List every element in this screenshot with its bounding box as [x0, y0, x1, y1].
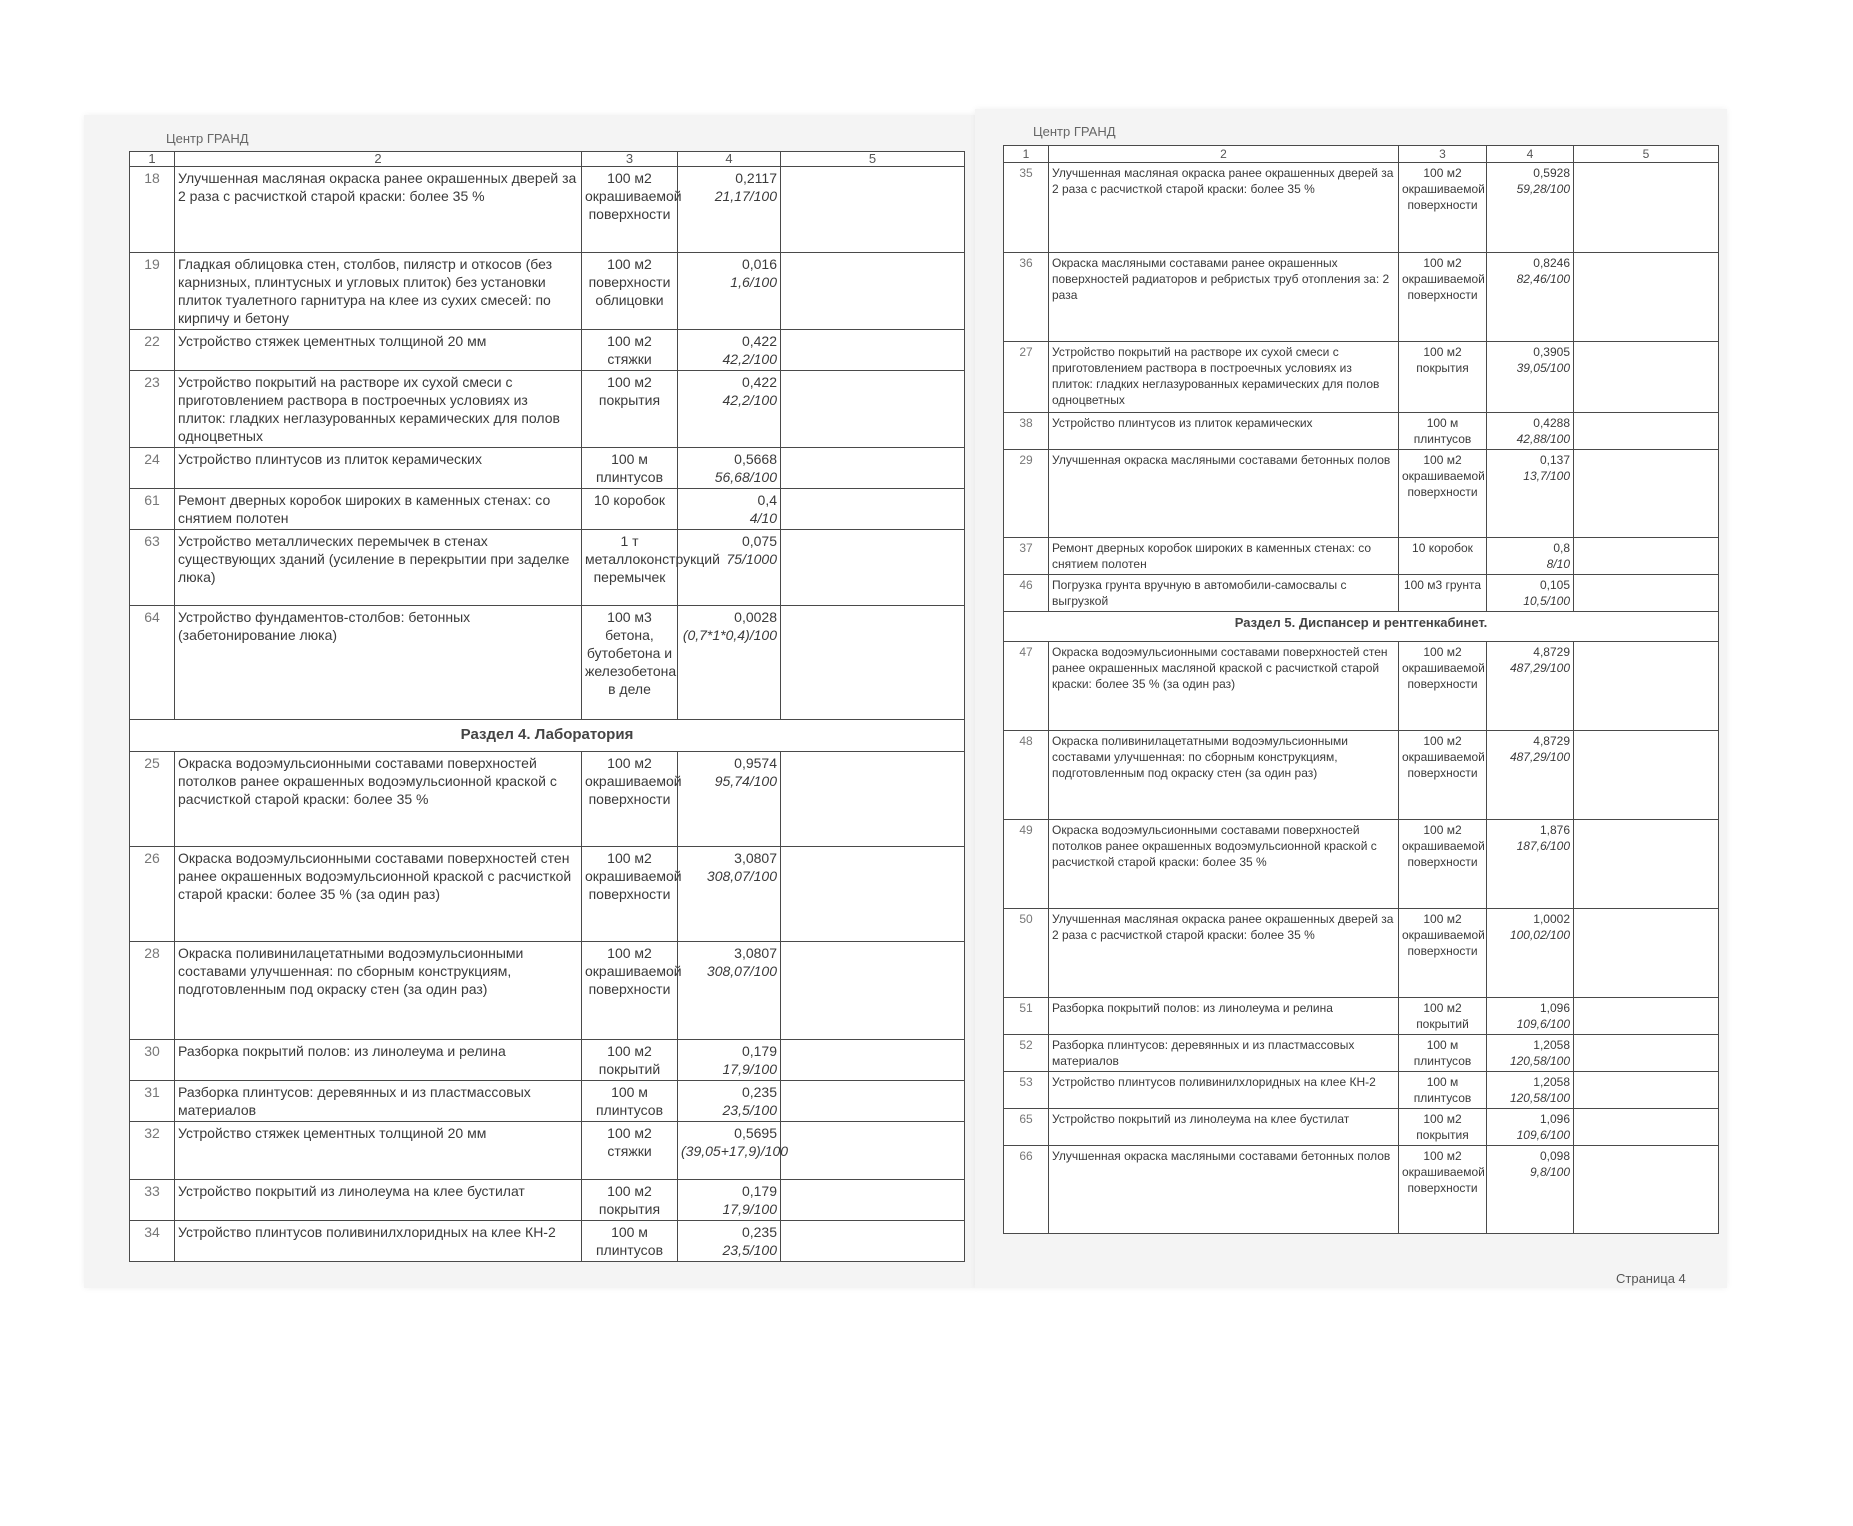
empty-cell: [1574, 998, 1719, 1035]
table-row: [1004, 820, 1719, 909]
measure-unit: 100 м2 покрытий: [1399, 998, 1487, 1035]
item-number: 28: [130, 942, 175, 1040]
quantity-formula: 120,58/100: [1509, 1054, 1570, 1068]
measure-unit: 100 м2 покрытия: [582, 1180, 678, 1221]
quantity-value: 0,5928: [1533, 166, 1570, 180]
column-number: 1: [130, 152, 175, 167]
work-description: Погрузка грунта вручную в автомобили-самосвалы с выгрузкой: [1049, 575, 1399, 612]
quantity-formula: 42,2/100: [722, 392, 777, 408]
quantity-formula: 109,6/100: [1516, 1017, 1570, 1031]
measure-unit: 10 коробок: [582, 489, 678, 530]
work-description: Разборка плинтусов: деревянных и из пластмассовых материалов: [1049, 1035, 1399, 1072]
quantity-formula: 308,07/100: [706, 963, 777, 979]
empty-cell: [781, 1081, 965, 1122]
work-description: Окраска водоэмульсионными составами поверхностей стен ранее окрашенных масляной краской с расчисткой старой краски: более 35 % (за один раз): [1049, 642, 1399, 731]
quantity-value: 0,422: [741, 374, 777, 390]
quantity-value: 0,422: [741, 333, 777, 349]
quantity-cell: [1487, 998, 1574, 1035]
quantity-formula: 1,6/100: [730, 274, 777, 290]
table-row: [130, 371, 965, 448]
item-number: 19: [130, 253, 175, 330]
quantity-cell: [1487, 731, 1574, 820]
quantity-formula: 4/10: [749, 510, 777, 526]
work-description: Устройство покрытий на растворе их сухой смеси с приготовлением раствора в построечных условиях из плиток: гладких неглазурованных керамических для полов одноцветных: [1049, 342, 1399, 413]
quantity-value: 0,5695: [734, 1125, 777, 1141]
quantity-formula: 95,74/100: [714, 773, 777, 789]
quantity-cell: [1487, 1146, 1574, 1234]
measure-unit: 100 м2 покрытия: [1399, 1109, 1487, 1146]
quantity-cell: [678, 530, 781, 606]
table-row: [1004, 342, 1719, 413]
column-number: 5: [781, 152, 965, 167]
table-row: [130, 752, 965, 847]
quantity-cell: [678, 752, 781, 847]
table-row: [1004, 538, 1719, 575]
item-number: 36: [1004, 253, 1049, 342]
section-row: [130, 720, 965, 752]
quantity-formula: 10,5/100: [1523, 594, 1570, 608]
quantity-cell: [1487, 909, 1574, 998]
item-number: 30: [130, 1040, 175, 1081]
empty-cell: [781, 752, 965, 847]
quantity-formula: 17,9/100: [722, 1201, 777, 1217]
measure-unit: 100 м плинтусов: [1399, 413, 1487, 450]
work-description: Окраска водоэмульсионными составами поверхностей потолков ранее окрашенных водоэмульсионной краской с расчисткой старой краски: более 35 %: [1049, 820, 1399, 909]
measure-unit: 100 м плинтусов: [1399, 1072, 1487, 1109]
quantity-value: 0,098: [1539, 1149, 1570, 1163]
empty-cell: [781, 1122, 965, 1180]
quantity-formula: 109,6/100: [1516, 1128, 1570, 1142]
item-number: 38: [1004, 413, 1049, 450]
item-number: 49: [1004, 820, 1049, 909]
work-description: Устройство плинтусов из плиток керамических: [175, 448, 582, 489]
work-description: Улучшенная масляная окраска ранее окрашенных дверей за 2 раза с расчисткой старой краски: более 35 %: [175, 167, 582, 253]
quantity-cell: [1487, 642, 1574, 731]
quantity-formula: 120,58/100: [1509, 1091, 1570, 1105]
work-description: Гладкая облицовка стен, столбов, пилястр и откосов (без карнизных, плинтусных и угловых плиток) без установки плиток туалетного гарнитура на клее из сухих смесей: по кирпичу и бетону: [175, 253, 582, 330]
quantity-cell: [678, 253, 781, 330]
quantity-formula: 21,17/100: [714, 188, 777, 204]
table-row: [130, 1180, 965, 1221]
measure-unit: 100 м2 окрашиваемой поверхности: [582, 752, 678, 847]
quantity-formula: 8/10: [1546, 557, 1570, 571]
column-number: 1: [1004, 146, 1049, 163]
quantity-formula: 100,02/100: [1509, 928, 1570, 942]
quantity-cell: [1487, 253, 1574, 342]
table-row: [130, 1122, 965, 1180]
table-row: [130, 1081, 965, 1122]
table-row: [130, 448, 965, 489]
table-row: [1004, 450, 1719, 538]
item-number: 51: [1004, 998, 1049, 1035]
quantity-formula: 487,29/100: [1509, 750, 1570, 764]
quantity-formula: 17,9/100: [722, 1061, 777, 1077]
empty-cell: [1574, 538, 1719, 575]
item-number: 63: [130, 530, 175, 606]
quantity-cell: [1487, 450, 1574, 538]
measure-unit: 100 м2 окрашиваемой поверхности: [1399, 642, 1487, 731]
item-number: 35: [1004, 163, 1049, 253]
column-numbers-row: [130, 152, 965, 167]
item-number: 61: [130, 489, 175, 530]
empty-cell: [781, 167, 965, 253]
measure-unit: 100 м3 грунта: [1399, 575, 1487, 612]
work-description: Устройство покрытий из линолеума на клее бустилат: [1049, 1109, 1399, 1146]
empty-cell: [1574, 413, 1719, 450]
measure-unit: 100 м2 окрашиваемой поверхности: [1399, 450, 1487, 538]
quantity-formula: 23,5/100: [722, 1102, 777, 1118]
column-numbers-row: [1004, 146, 1719, 163]
quantity-cell: [1487, 538, 1574, 575]
work-description: Улучшенная масляная окраска ранее окрашенных дверей за 2 раза с расчисткой старой краски: более 35 %: [1049, 163, 1399, 253]
empty-cell: [781, 371, 965, 448]
quantity-formula: 308,07/100: [706, 868, 777, 884]
measure-unit: 100 м2 окрашиваемой поверхности: [582, 942, 678, 1040]
work-description: Окраска поливинилацетатными водоэмульсионными составами улучшенная: по сборным конструкциям, подготовленным под окраску стен (за один раз): [175, 942, 582, 1040]
column-number: 2: [1049, 146, 1399, 163]
quantity-cell: [1487, 413, 1574, 450]
quantity-value: 4,8729: [1533, 645, 1570, 659]
item-number: 53: [1004, 1072, 1049, 1109]
empty-cell: [1574, 342, 1719, 413]
empty-cell: [1574, 1072, 1719, 1109]
table-row: [1004, 909, 1719, 998]
work-description: Устройство стяжек цементных толщиной 20 мм: [175, 1122, 582, 1180]
measure-unit: 100 м3 бетона, бутобетона и железобетона в деле: [582, 606, 678, 720]
empty-cell: [781, 847, 965, 942]
measure-unit: 100 м2 окрашиваемой поверхности: [582, 847, 678, 942]
quantity-cell: [1487, 1035, 1574, 1072]
quantity-cell: [678, 448, 781, 489]
quantity-value: 4,8729: [1533, 734, 1570, 748]
table-row: [1004, 575, 1719, 612]
quantity-cell: [678, 1180, 781, 1221]
measure-unit: 100 м2 стяжки: [582, 1122, 678, 1180]
measure-unit: 100 м плинтусов: [1399, 1035, 1487, 1072]
quantity-formula: 13,7/100: [1523, 469, 1570, 483]
work-description: Ремонт дверных коробок широких в каменных стенах: со снятием полотен: [175, 489, 582, 530]
table-row: [130, 330, 965, 371]
work-description: Разборка плинтусов: деревянных и из пластмассовых материалов: [175, 1081, 582, 1122]
item-number: 48: [1004, 731, 1049, 820]
column-number: 4: [1487, 146, 1574, 163]
quantity-value: 0,4: [757, 492, 777, 508]
quantity-value: 0,5668: [734, 451, 777, 467]
table-row: [130, 253, 965, 330]
quantity-value: 1,096: [1539, 1001, 1570, 1015]
empty-cell: [781, 942, 965, 1040]
empty-cell: [781, 448, 965, 489]
table-row: [1004, 163, 1719, 253]
quantity-cell: [1487, 163, 1574, 253]
measure-unit: 100 м2 окрашиваемой поверхности: [1399, 820, 1487, 909]
empty-cell: [1574, 820, 1719, 909]
table-row: [130, 489, 965, 530]
quantity-formula: 23,5/100: [722, 1242, 777, 1258]
quantity-formula: 187,6/100: [1516, 839, 1570, 853]
quantity-value: 0,9574: [734, 755, 777, 771]
item-number: 29: [1004, 450, 1049, 538]
table-row: [1004, 998, 1719, 1035]
work-description: Устройство плинтусов поливинилхлоридных на клее КН-2: [175, 1221, 582, 1262]
empty-cell: [781, 1180, 965, 1221]
table-row: [130, 1040, 965, 1081]
quantity-cell: [678, 167, 781, 253]
empty-cell: [781, 606, 965, 720]
quantity-value: 0,235: [741, 1224, 777, 1240]
quantity-formula: 82,46/100: [1516, 272, 1570, 286]
quantity-value: 0,179: [741, 1043, 777, 1059]
empty-cell: [1574, 642, 1719, 731]
quantity-cell: [1487, 575, 1574, 612]
empty-cell: [1574, 575, 1719, 612]
quantity-formula: (0,7*1*0,4)/100: [682, 627, 777, 643]
quantity-value: 0,105: [1539, 578, 1570, 592]
table-row: [130, 942, 965, 1040]
item-number: 47: [1004, 642, 1049, 731]
item-number: 50: [1004, 909, 1049, 998]
column-number: 2: [175, 152, 582, 167]
table-row: [1004, 731, 1719, 820]
item-number: 64: [130, 606, 175, 720]
column-number: 3: [582, 152, 678, 167]
quantity-value: 0,8246: [1533, 256, 1570, 270]
quantity-value: 3,0807: [734, 850, 777, 866]
measure-unit: 100 м плинтусов: [582, 448, 678, 489]
quantity-value: 3,0807: [734, 945, 777, 961]
work-description: Окраска поливинилацетатными водоэмульсионными составами улучшенная: по сборным конструкциям, подготовленным под окраску стен (за один раз): [1049, 731, 1399, 820]
quantity-value: 0,179: [741, 1183, 777, 1199]
table-row: [1004, 1035, 1719, 1072]
quantity-value: 0,075: [741, 533, 777, 549]
table-row: [130, 1221, 965, 1262]
work-description: Ремонт дверных коробок широких в каменных стенах: со снятием полотен: [1049, 538, 1399, 575]
empty-cell: [781, 1040, 965, 1081]
quantity-cell: [678, 847, 781, 942]
work-description: Окраска масляными составами ранее окрашенных поверхностей радиаторов и ребристых труб отопления за: 2 раза: [1049, 253, 1399, 342]
quantity-value: 1,096: [1539, 1112, 1570, 1126]
item-number: 52: [1004, 1035, 1049, 1072]
item-number: 33: [130, 1180, 175, 1221]
quantity-value: 0,2117: [735, 170, 777, 186]
item-number: 46: [1004, 575, 1049, 612]
empty-cell: [1574, 450, 1719, 538]
empty-cell: [1574, 1146, 1719, 1234]
quantity-value: 0,4288: [1533, 416, 1570, 430]
item-number: 26: [130, 847, 175, 942]
quantity-value: 0,137: [1539, 453, 1570, 467]
estimate-table-right: [1003, 145, 1719, 1234]
empty-cell: [781, 1221, 965, 1262]
work-description: Устройство плинтусов поливинилхлоридных на клее КН-2: [1049, 1072, 1399, 1109]
quantity-formula: 39,05/100: [1516, 361, 1570, 375]
measure-unit: 100 м2 окрашиваемой поверхности: [1399, 731, 1487, 820]
empty-cell: [1574, 253, 1719, 342]
empty-cell: [1574, 163, 1719, 253]
column-number: 4: [678, 152, 781, 167]
measure-unit: 100 м2 стяжки: [582, 330, 678, 371]
quantity-cell: [678, 606, 781, 720]
work-description: Улучшенная масляная окраска ранее окрашенных дверей за 2 раза с расчисткой старой краски: более 35 %: [1049, 909, 1399, 998]
measure-unit: 100 м2 поверхности облицовки: [582, 253, 678, 330]
work-description: Устройство покрытий из линолеума на клее бустилат: [175, 1180, 582, 1221]
quantity-formula: (39,05+17,9)/100: [681, 1143, 789, 1159]
empty-cell: [1574, 1035, 1719, 1072]
measure-unit: 100 м2 окрашиваемой поверхности: [1399, 163, 1487, 253]
quantity-value: 0,3905: [1533, 345, 1570, 359]
quantity-formula: 42,2/100: [722, 351, 777, 367]
table-row: [1004, 642, 1719, 731]
item-number: 65: [1004, 1109, 1049, 1146]
empty-cell: [781, 489, 965, 530]
measure-unit: 100 м2 окрашиваемой поверхности: [1399, 253, 1487, 342]
measure-unit: 100 м2 окрашиваемой поверхности: [1399, 1146, 1487, 1234]
work-description: Улучшенная окраска масляными составами бетонных полов: [1049, 450, 1399, 538]
item-number: 37: [1004, 538, 1049, 575]
table-row: [1004, 253, 1719, 342]
quantity-cell: [678, 371, 781, 448]
empty-cell: [781, 530, 965, 606]
work-description: Устройство плинтусов из плиток керамических: [1049, 413, 1399, 450]
quantity-cell: [678, 942, 781, 1040]
quantity-cell: [1487, 1072, 1574, 1109]
section-title: Раздел 5. Диспансер и рентгенкабинет.: [1004, 612, 1719, 642]
work-description: Устройство стяжек цементных толщиной 20 мм: [175, 330, 582, 371]
measure-unit: 100 м плинтусов: [582, 1221, 678, 1262]
quantity-cell: [1487, 820, 1574, 909]
table-row: [130, 606, 965, 720]
measure-unit: 100 м2 покрытия: [1399, 342, 1487, 413]
quantity-formula: 59,28/100: [1516, 182, 1570, 196]
table-row: [130, 167, 965, 253]
item-number: 27: [1004, 342, 1049, 413]
quantity-value: 0,235: [741, 1084, 777, 1100]
work-description: Разборка покрытий полов: из линолеума и релина: [1049, 998, 1399, 1035]
work-description: Окраска водоэмульсионными составами поверхностей стен ранее окрашенных водоэмульсионной краской с расчисткой старой краски: более 35 % (за один раз): [175, 847, 582, 942]
quantity-value: 1,2058: [1533, 1075, 1570, 1089]
page-header: Центр ГРАНД: [1033, 124, 1116, 139]
quantity-cell: [678, 1081, 781, 1122]
quantity-formula: 487,29/100: [1509, 661, 1570, 675]
quantity-value: 0,8: [1553, 541, 1570, 555]
quantity-formula: 75/1000: [726, 551, 777, 567]
quantity-formula: 9,8/100: [1529, 1165, 1570, 1179]
table-row: [1004, 413, 1719, 450]
quantity-formula: 56,68/100: [714, 469, 777, 485]
table-row: [1004, 1109, 1719, 1146]
measure-unit: 100 м2 окрашиваемой поверхности: [582, 167, 678, 253]
work-description: Улучшенная окраска масляными составами бетонных полов: [1049, 1146, 1399, 1234]
empty-cell: [781, 330, 965, 371]
measure-unit: 100 м2 покрытия: [582, 371, 678, 448]
measure-unit: 1 т металлоконструкций перемычек: [582, 530, 678, 606]
quantity-formula: 42,88/100: [1516, 432, 1570, 446]
work-description: Разборка покрытий полов: из линолеума и релина: [175, 1040, 582, 1081]
column-number: 3: [1399, 146, 1487, 163]
right-page: [975, 109, 1727, 1288]
empty-cell: [781, 253, 965, 330]
measure-unit: 100 м2 окрашиваемой поверхности: [1399, 909, 1487, 998]
empty-cell: [1574, 731, 1719, 820]
item-number: 18: [130, 167, 175, 253]
empty-cell: [1574, 1109, 1719, 1146]
measure-unit: 100 м2 покрытий: [582, 1040, 678, 1081]
item-number: 25: [130, 752, 175, 847]
work-description: Окраска водоэмульсионными составами поверхностей потолков ранее окрашенных водоэмульсионной краской с расчисткой старой краски: более 35 %: [175, 752, 582, 847]
item-number: 23: [130, 371, 175, 448]
measure-unit: 10 коробок: [1399, 538, 1487, 575]
estimate-table-left: [129, 151, 965, 1262]
left-page: [84, 115, 977, 1288]
table-row: [1004, 1072, 1719, 1109]
quantity-cell: [678, 1040, 781, 1081]
quantity-value: 1,0002: [1533, 912, 1570, 926]
quantity-cell: [678, 330, 781, 371]
table-row: [130, 530, 965, 606]
work-description: Устройство покрытий на растворе их сухой смеси с приготовлением раствора в построечных условиях из плиток: гладких неглазурованных керамических для полов одноцветных: [175, 371, 582, 448]
work-description: Устройство металлических перемычек в стенах существующих зданий (усиление в перекрытии при заделке люка): [175, 530, 582, 606]
item-number: 31: [130, 1081, 175, 1122]
quantity-cell: [678, 1221, 781, 1262]
item-number: 34: [130, 1221, 175, 1262]
quantity-value: 0,016: [741, 256, 777, 272]
quantity-value: 1,2058: [1533, 1038, 1570, 1052]
quantity-value: 0,0028: [734, 609, 777, 625]
section-title: Раздел 4. Лаборатория: [130, 720, 965, 752]
table-row: [1004, 1146, 1719, 1234]
empty-cell: [1574, 909, 1719, 998]
quantity-value: 1,876: [1539, 823, 1570, 837]
quantity-cell: [1487, 1109, 1574, 1146]
table-row: [130, 847, 965, 942]
item-number: 24: [130, 448, 175, 489]
measure-unit: 100 м плинтусов: [582, 1081, 678, 1122]
item-number: 22: [130, 330, 175, 371]
page-header: Центр ГРАНД: [166, 131, 249, 146]
item-number: 66: [1004, 1146, 1049, 1234]
quantity-cell: [678, 1122, 789, 1180]
quantity-cell: [678, 489, 781, 530]
section-row: [1004, 612, 1719, 642]
work-description: Устройство фундаментов-столбов: бетонных (забетонирование люка): [175, 606, 582, 720]
column-number: 5: [1574, 146, 1719, 163]
page-number: Страница 4: [1616, 1271, 1686, 1286]
quantity-cell: [1487, 342, 1574, 413]
item-number: 32: [130, 1122, 175, 1180]
